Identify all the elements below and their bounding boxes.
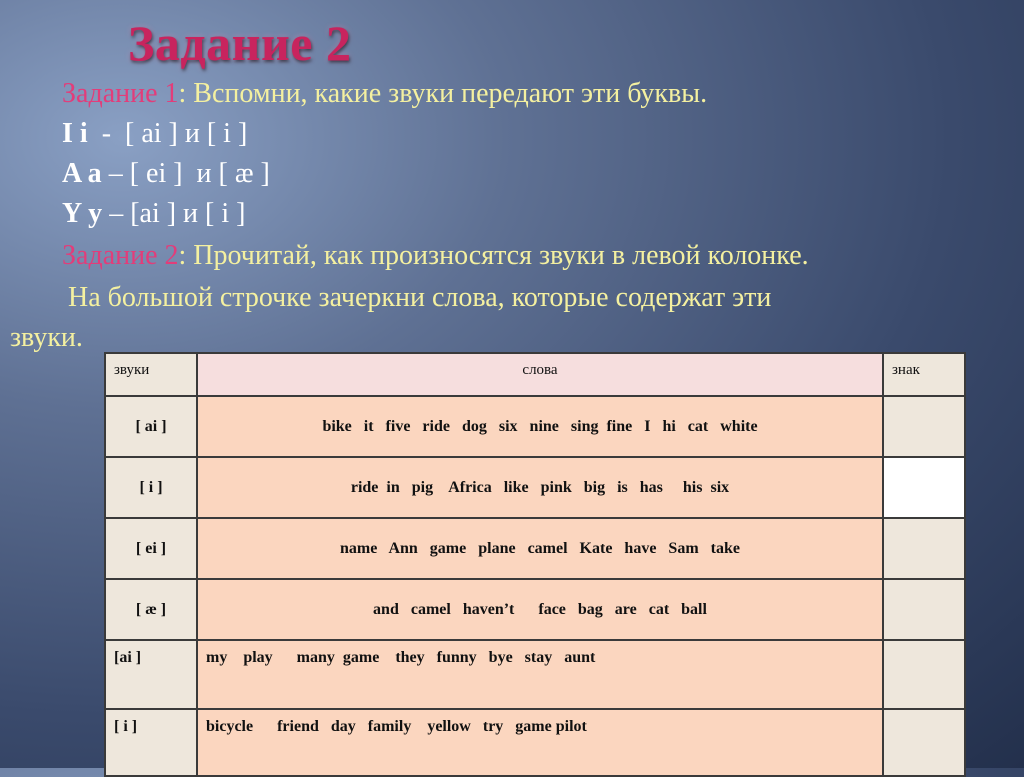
header-mark: знак — [883, 353, 965, 396]
task1-label: Задание 1 — [62, 78, 179, 109]
words-cell: my play many game they funny bye stay aunt — [197, 640, 883, 709]
task2-label: Задание 2 — [62, 240, 179, 271]
letter-a-sounds: – [ ei ] и [ æ ] — [101, 158, 270, 189]
letter-y-sounds: – [ai ] и [ i ] — [102, 198, 246, 229]
sounds-words-table — [104, 352, 966, 777]
mark-cell[interactable] — [883, 640, 965, 709]
table-row — [105, 518, 965, 579]
words-cell: bicycle friend day family yellow try game pilot — [197, 709, 883, 776]
header-words: слова — [197, 353, 883, 396]
letter-y-line — [62, 198, 245, 230]
words-cell: name Ann game plane camel Kate have Sam take — [197, 518, 883, 579]
task2-line — [62, 240, 809, 272]
table-row — [105, 579, 965, 640]
words-cell: bike it five ride dog six nine sing fine I hi cat white — [197, 396, 883, 457]
mark-cell[interactable] — [883, 518, 965, 579]
task2-line3: звуки. — [10, 322, 83, 353]
words-cell: ride in pig Africa like pink big is has his six — [197, 457, 883, 518]
sound-cell: [ ei ] — [105, 518, 197, 579]
sound-cell: [ i ] — [105, 709, 197, 776]
table-row — [105, 640, 965, 709]
mark-cell[interactable] — [883, 709, 965, 776]
letter-a-line — [62, 158, 270, 190]
sound-cell: [ æ ] — [105, 579, 197, 640]
letter-i-sounds: - [ ai ] и [ i ] — [87, 118, 248, 149]
sound-cell: [ i ] — [105, 457, 197, 518]
header-sounds: звуки — [105, 353, 197, 396]
table-row — [105, 709, 965, 776]
task2-line2: На большой строчке зачеркни слова, которые содержат эти — [68, 282, 772, 313]
sound-cell: [ ai ] — [105, 396, 197, 457]
table-header-row — [105, 353, 965, 396]
task2-text: : Прочитай, как произносятся звуки в левой колонке. — [178, 240, 809, 271]
letter-a: A a — [62, 158, 102, 189]
task1-line — [62, 78, 707, 110]
letter-i: I i — [62, 118, 88, 149]
words-cell: and camel haven’t face bag are cat ball — [197, 579, 883, 640]
slide-title: Задание 2 — [128, 15, 352, 71]
table-row — [105, 396, 965, 457]
mark-cell[interactable] — [883, 579, 965, 640]
table-row — [105, 457, 965, 518]
letter-i-line — [62, 118, 247, 150]
sound-cell: [ai ] — [105, 640, 197, 709]
task1-text: : Вспомни, какие звуки передают эти буквы. — [178, 78, 708, 109]
letter-y: Y y — [62, 198, 103, 229]
mark-cell[interactable] — [883, 457, 965, 518]
mark-cell[interactable] — [883, 396, 965, 457]
